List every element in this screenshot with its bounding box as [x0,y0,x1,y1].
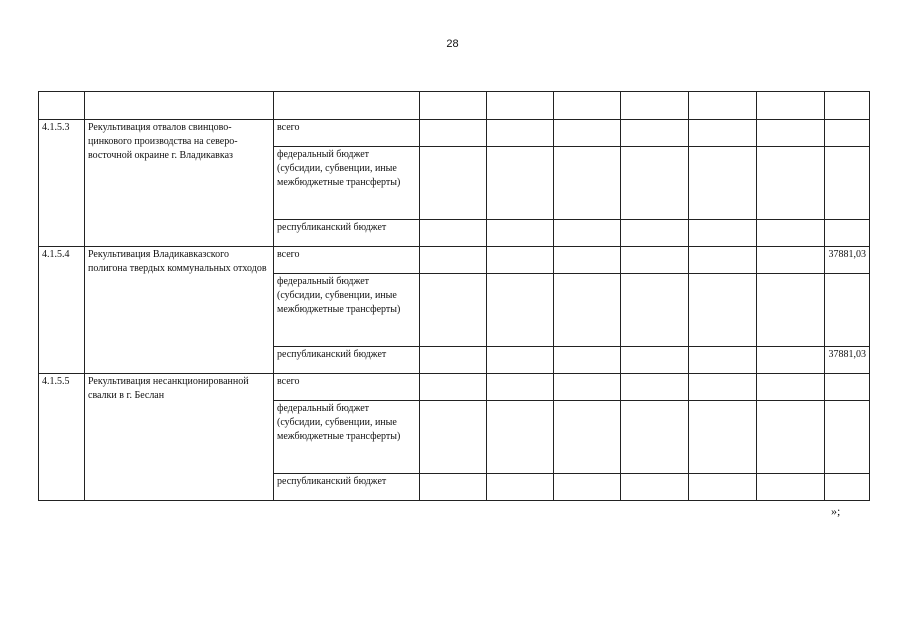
table-cell [757,347,825,374]
table-cell [487,147,554,220]
table-cell [621,347,689,374]
amount-cell [825,147,870,220]
item-name: Рекультивация Владикавказского полигона твердых коммунальных отходов [85,247,274,374]
table-cell [621,247,689,274]
table-cell [757,92,825,120]
table-cell [757,474,825,501]
item-code: 4.1.5.5 [39,374,85,501]
table-cell [420,401,487,474]
source-label: республиканский бюджет [274,474,420,501]
table-cell [487,374,554,401]
table-cell [757,274,825,347]
source-label: всего [274,120,420,147]
table-cell [487,274,554,347]
amount-cell [825,474,870,501]
source-label: республиканский бюджет [274,220,420,247]
table-cell [487,401,554,474]
table-cell [487,220,554,247]
table-cell [689,120,757,147]
table-cell [420,274,487,347]
table-cell [621,474,689,501]
table-cell [39,92,85,120]
closing-quote-mark: »; [831,504,841,518]
table-cell [420,220,487,247]
amount-cell [825,274,870,347]
table-body [39,92,870,501]
table-cell [554,92,621,120]
item-code: 4.1.5.3 [39,120,85,247]
table-cell [689,401,757,474]
table-cell [689,92,757,120]
item-code: 4.1.5.4 [39,247,85,374]
amount-cell [825,401,870,474]
table-cell [420,474,487,501]
amount-cell [825,374,870,401]
table-cell [689,374,757,401]
table-cell [621,401,689,474]
amount-cell [825,120,870,147]
table-cell [689,474,757,501]
table-cell [487,92,554,120]
table-cell [420,120,487,147]
table-cell [621,120,689,147]
table-cell [825,92,870,120]
table-cell [757,120,825,147]
table-cell [621,147,689,220]
source-label: всего [274,247,420,274]
table-row [39,247,870,274]
source-label: республиканский бюджет [274,347,420,374]
table-row [39,120,870,147]
item-name: Рекультивация несанкционированной свалки в г. Беслан [85,374,274,501]
table-cell [757,247,825,274]
table-cell [689,220,757,247]
table-cell [689,347,757,374]
table-cell [487,247,554,274]
table-cell [554,147,621,220]
table-cell [420,147,487,220]
table-cell [757,220,825,247]
table-cell [554,401,621,474]
source-label: федеральный бюджет (субсидии, субвенции, иные межбюджетные трансферты) [274,147,420,220]
table-cell [554,347,621,374]
table-cell [554,120,621,147]
table-cell [554,274,621,347]
page-number: 28 [446,38,459,50]
table-cell [487,347,554,374]
table-cell [420,374,487,401]
table-cell [554,247,621,274]
table-cell [420,92,487,120]
table-cell [554,220,621,247]
table-cell [757,147,825,220]
table-cell [420,347,487,374]
table-cell [621,374,689,401]
amount-cell [825,220,870,247]
source-label: федеральный бюджет (субсидии, субвенции, иные межбюджетные трансферты) [274,274,420,347]
table-cell [621,274,689,347]
source-label: федеральный бюджет (субсидии, субвенции, иные межбюджетные трансферты) [274,401,420,474]
table-cell [689,274,757,347]
amount-cell: 37881,03 [825,347,870,374]
table-cell [85,92,274,120]
table-cell [487,474,554,501]
table-cell [487,120,554,147]
table-cell [554,374,621,401]
table-cell [689,147,757,220]
table-row-continuation [39,92,870,120]
table-cell [420,247,487,274]
table-cell [757,401,825,474]
table-cell [621,92,689,120]
item-name: Рекультивация отвалов свинцово-цинкового производства на северо-восточной окраине г. Владикавказ [85,120,274,247]
table-cell [554,474,621,501]
table-cell [274,92,420,120]
table-cell [621,220,689,247]
amount-cell: 37881,03 [825,247,870,274]
budget-table [38,91,870,501]
table-cell [757,374,825,401]
table-cell [689,247,757,274]
table-row [39,374,870,401]
source-label: всего [274,374,420,401]
